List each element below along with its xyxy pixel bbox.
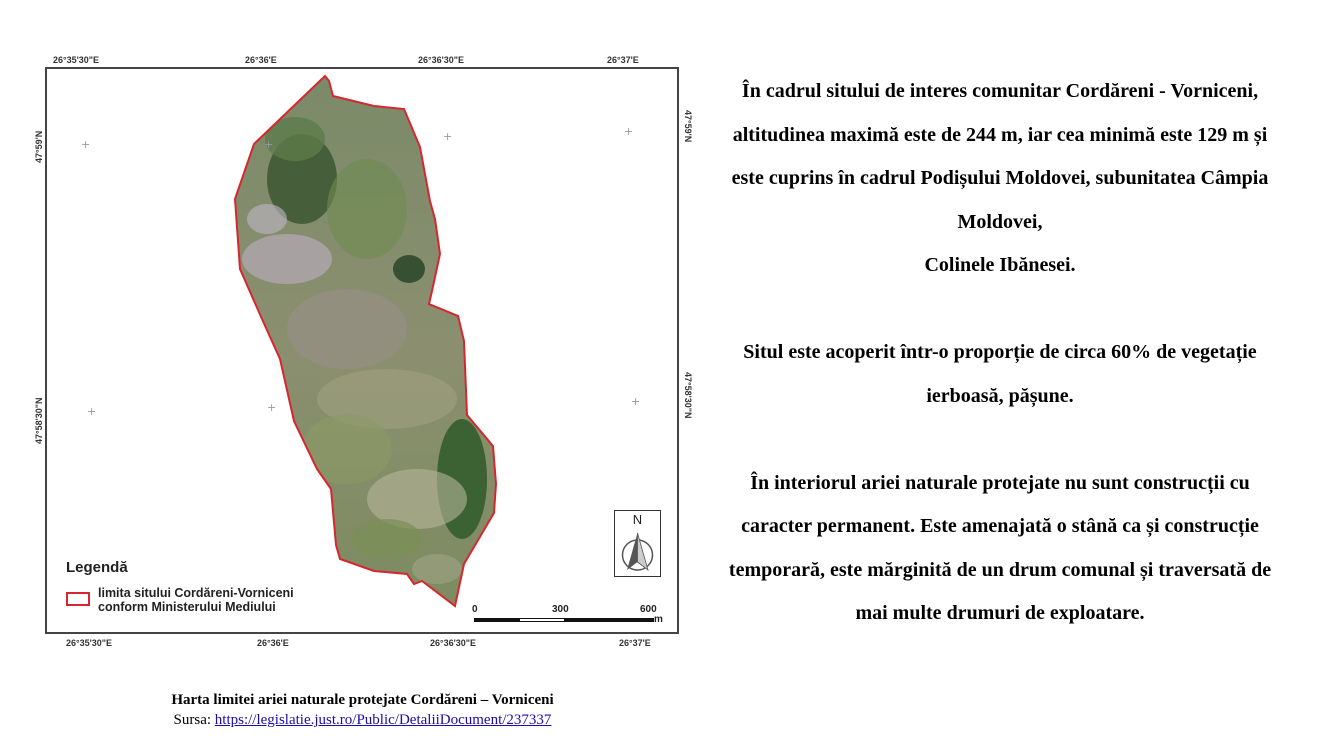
coord-top-3: 26°36'30"E — [418, 55, 465, 65]
coord-top-1: 26°35'30"E — [53, 55, 100, 65]
scale-label-300: 300 — [552, 604, 569, 615]
coord-right-1: 47°59'N — [683, 110, 693, 143]
north-arrow — [614, 510, 661, 577]
scale-unit: m — [654, 614, 663, 625]
grid-cross: + — [81, 138, 91, 151]
scale-bar-graphic — [474, 618, 654, 622]
coord-bottom-2: 26°36'E — [257, 638, 289, 648]
legend-title: Legendă — [66, 559, 128, 576]
paragraph-vegetation: Situl este acoperit într-o proporție de circa 60% de vegetație ierboasă, pășune. — [743, 341, 1257, 407]
description-text — [720, 70, 1280, 636]
grid-cross: + — [631, 395, 641, 408]
paragraph-constructions: În interiorul ariei naturale protejate nu sunt construcții cu caracter permanent. Este amenajată o stână ca și construcție temporară, este mărginită de un drum comunal și traversată de mai multe drumuri de exploatare. — [728, 471, 1272, 624]
coord-bottom-3: 26°36'30"E — [430, 638, 477, 648]
legend — [66, 559, 294, 614]
coord-left-2: 47°58'30"N — [34, 397, 44, 444]
coord-top-4: 26°37'E — [607, 55, 639, 65]
legend-line-1: limita sitului Cordăreni-Vorniceni — [98, 586, 294, 600]
legend-text — [98, 586, 294, 614]
scale-bar — [472, 604, 662, 634]
source-link[interactable]: https://legislatie.just.ro/Public/DetaliiDocument/237337 — [214, 712, 552, 728]
caption-source-label: Sursa: — [173, 712, 215, 728]
legend-row — [66, 586, 294, 614]
caption-source — [0, 710, 725, 730]
legend-line-2: conform Ministerului Mediului — [98, 600, 276, 614]
coord-left-1: 47°59'N — [34, 130, 44, 163]
paragraph-altitude-end: Colinele Ibănesei. — [924, 254, 1076, 276]
satellite-site-image — [47, 69, 679, 634]
map-frame — [45, 67, 679, 634]
grid-cross: + — [624, 125, 634, 138]
scale-label-0: 0 — [472, 604, 478, 615]
grid-cross: + — [87, 405, 97, 418]
legend-boundary-swatch — [66, 592, 90, 606]
map-caption — [0, 690, 725, 730]
scale-label-600: 600 — [640, 604, 657, 615]
paragraph-altitude: În cadrul sitului de interes comunitar Cordăreni - Vorniceni, altitudinea maximă este de 244 m, iar cea minimă este 129 m și este cuprins în cadrul Podișului Moldovei, subunitatea Câmpia Moldovei, — [731, 80, 1269, 233]
coord-top-2: 26°36'E — [245, 55, 277, 65]
coord-bottom-1: 26°35'30"E — [66, 638, 113, 648]
coord-right-2: 47°58'30"N — [683, 372, 693, 419]
coord-bottom-4: 26°37'E — [619, 638, 651, 648]
grid-cross: + — [267, 401, 277, 414]
compass-icon — [615, 528, 660, 576]
grid-cross: + — [264, 138, 274, 151]
caption-title: Harta limitei ariei naturale protejate Cordăreni – Vorniceni — [171, 692, 554, 708]
north-letter: N — [632, 512, 643, 527]
grid-cross: + — [443, 130, 453, 143]
